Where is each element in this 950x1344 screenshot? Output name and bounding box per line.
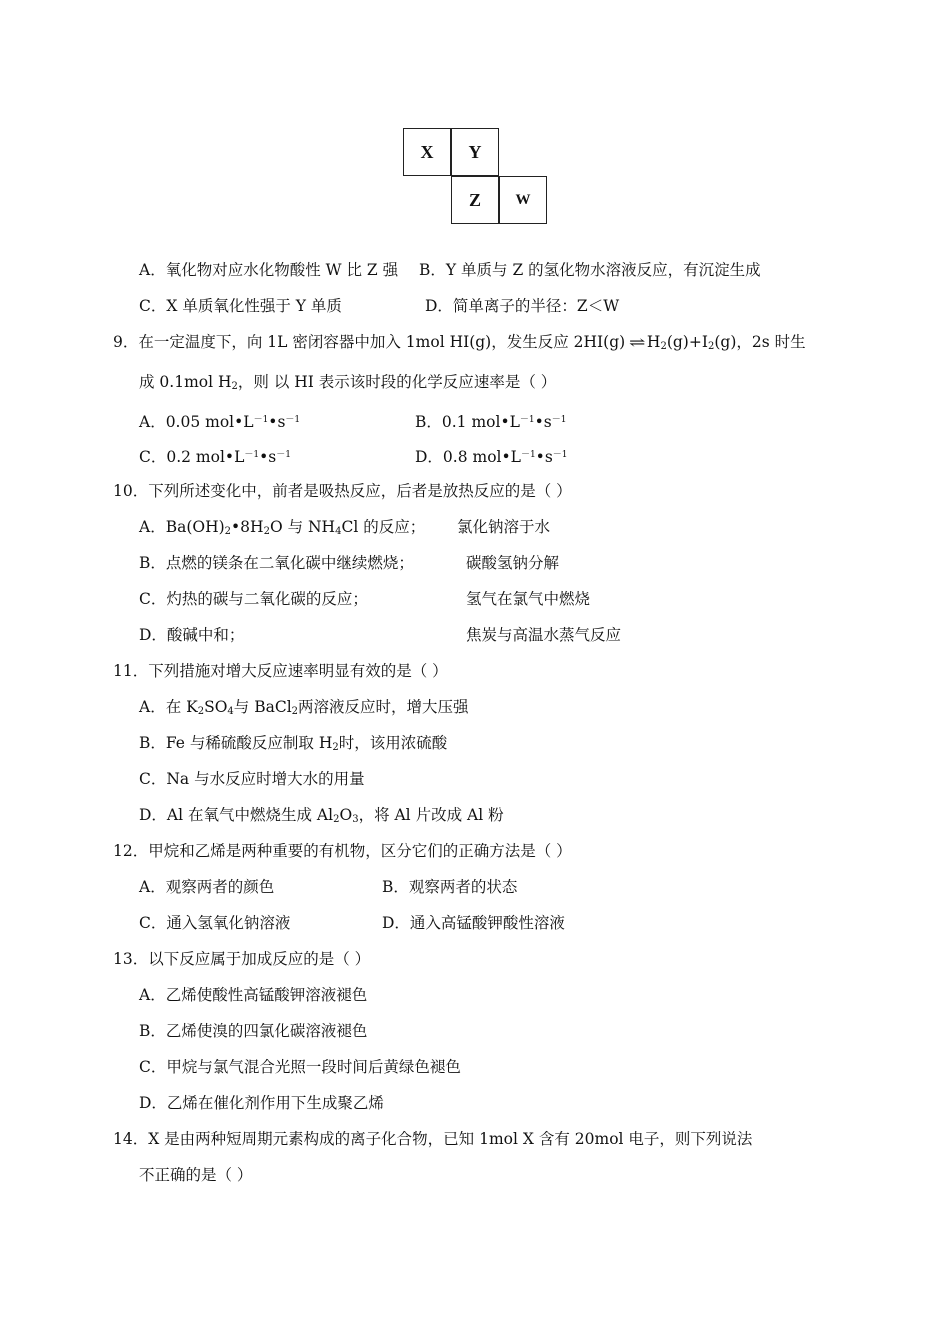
q12-stem: 12．甲烷和乙烯是两种重要的有机物，区分它们的正确方法是（ ） [113, 842, 572, 860]
q10-option-d: D．酸碱中和； [139, 626, 245, 644]
equilibrium-arrow-icon: ⇌ [629, 335, 643, 351]
q10-option-a: A．$Ba(OH)_2•8H_2O$ 与 $NH_4Cl$ 的反应； [139, 518, 426, 537]
q9-option-b: B．0.1 $mol•L^{-1}•s^{-1}$ [415, 413, 567, 431]
q11-option-a: A．在 $K_2SO_4$与 BaCl$_2$两溶液反应时，增大压强 [139, 698, 469, 717]
q12-option-a: A．观察两者的颜色 [139, 878, 275, 896]
q8-option-a: A．氧化物对应水化物酸性 W 比 Z 强 [139, 261, 399, 279]
q12-option-d: D．通入高锰酸钾酸性溶液 [382, 914, 565, 932]
q11-option-b: B．Fe 与稀硫酸反应制取 $H_2$时，该用浓硫酸 [139, 734, 448, 753]
grid-cell-y: Y [451, 128, 499, 176]
q13-stem: 13．以下反应属于加成反应的是（ ） [113, 950, 371, 968]
q8-option-c: C．X 单质氧化性强于 Y 单质 [139, 297, 342, 315]
q9-option-d: D．0.8 $mol•L^{-1}•s^{-1}$ [415, 448, 568, 466]
q10-option-c-right: 氢气在氯气中燃烧 [466, 590, 591, 608]
q10-option-d-right: 焦炭与高温水蒸气反应 [466, 626, 622, 644]
q10-stem: 10．下列所述变化中，前者是吸热反应，后者是放热反应的是（ ） [113, 482, 572, 500]
element-grid-figure [403, 128, 550, 224]
q10-option-b-right: 碳酸氢钠分解 [466, 554, 560, 572]
q10-option-c: C．灼热的碳与二氧化碳的反应； [139, 590, 368, 608]
q13-option-b: B．乙烯使溴的四氯化碳溶液褪色 [139, 1022, 368, 1040]
q13-option-c: C．甲烷与氯气混合光照一段时间后黄绿色褪色 [139, 1058, 461, 1076]
q11-stem: 11．下列措施对增大反应速率明显有效的是（ ） [113, 662, 448, 680]
q10-option-b: B．点燃的镁条在二氧化碳中继续燃烧； [139, 554, 414, 572]
q9-option-a: A．0.05 $mol•L^{-1}•s^{-1}$ [139, 413, 301, 431]
q8-option-d: D．简单离子的半径：Z＜W [425, 297, 620, 315]
q14-stem-line1: 14．X 是由两种短周期元素构成的离子化合物，已知 1mol X 含有 20mol 电子，则下列说法 [113, 1130, 753, 1148]
grid-cell-z: Z [451, 176, 499, 224]
q8-option-b: B．Y 单质与 Z 的氢化物水溶液反应，有沉淀生成 [419, 261, 761, 279]
q11-option-d: D．Al 在氧气中燃烧生成 $Al_2O_3$，将 Al 片改成 Al 粉 [139, 806, 504, 825]
q9-option-c: C．0.2 $mol•L^{-1}•s^{-1}$ [139, 448, 291, 466]
q11-option-c: C．Na 与水反应时增大水的用量 [139, 770, 365, 788]
q13-option-d: D．乙烯在催化剂作用下生成聚乙烯 [139, 1094, 384, 1112]
q9-stem-line1: 9．在一定温度下，向 1L 密闭容器中加入 1mol HI(g)，发生反应 2HI(g) ⇌ $H_2(g)+I_2(g)$，2s 时生 [113, 333, 806, 352]
q12-option-b: B．观察两者的状态 [382, 878, 518, 896]
grid-cell-x: X [403, 128, 451, 176]
q10-option-a-right: 氯化钠溶于水 [457, 518, 551, 536]
q14-stem-line2: 不正确的是（ ） [139, 1166, 253, 1184]
q9-stem-line2: 成 0.1mol $H_2$，则 以 HI 表示该时段的化学反应速率是（ ） [139, 373, 557, 392]
q12-option-c: C．通入氢氧化钠溶液 [139, 914, 291, 932]
grid-cell-w: W [499, 176, 547, 224]
q13-option-a: A．乙烯使酸性高锰酸钾溶液褪色 [139, 986, 368, 1004]
